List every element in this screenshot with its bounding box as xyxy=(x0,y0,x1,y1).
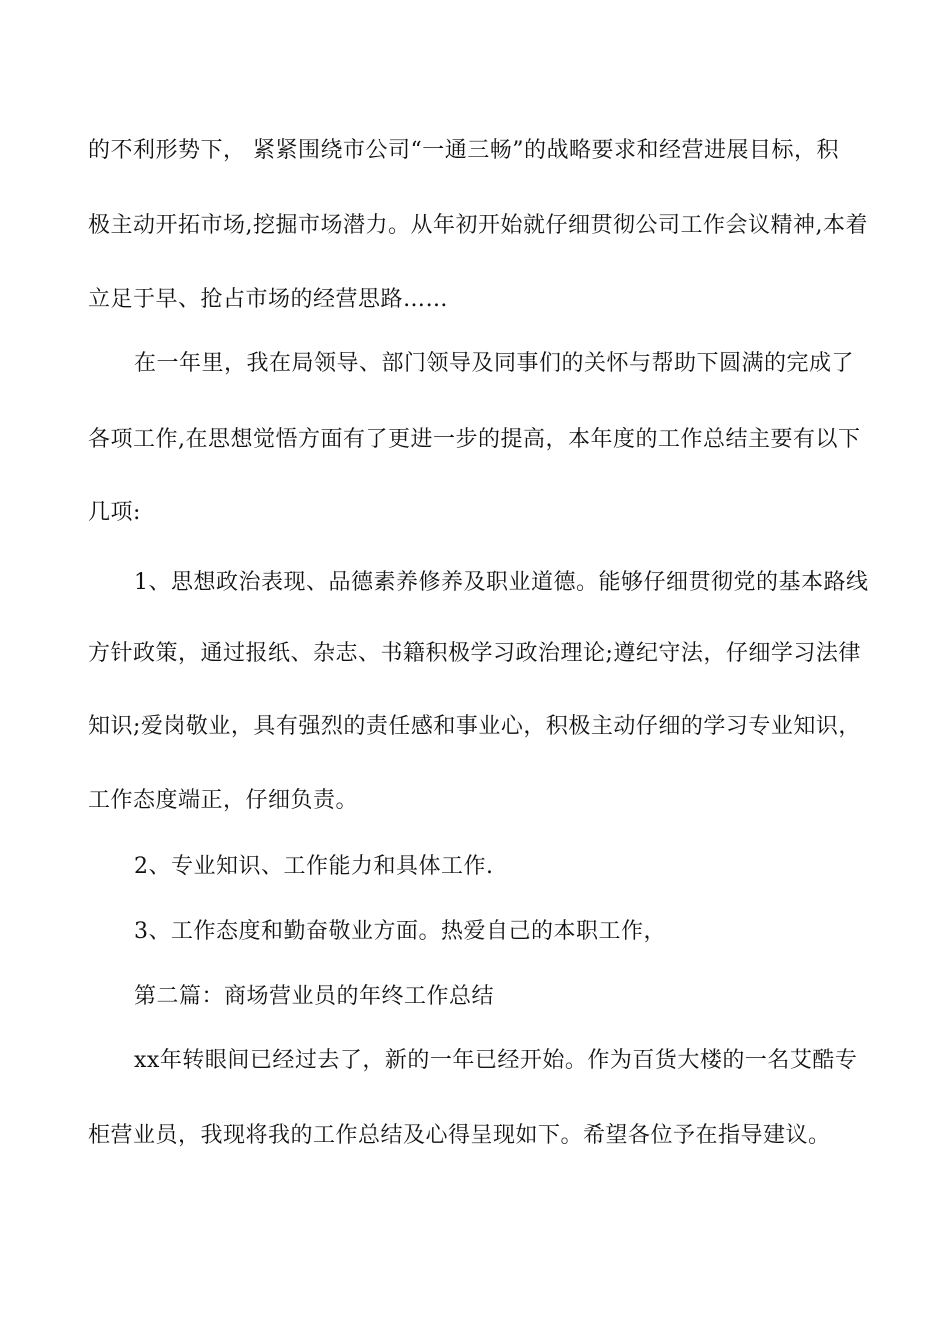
text-line: 柜营业员，我现将我的工作总结及心得呈现如下。希望各位予在指导建议。 xyxy=(88,1123,831,1148)
list-item-3-line: 3、工作态度和勤奋敬业方面。热爱自己的本职工作， xyxy=(134,919,666,944)
text-line: 的不利形势下， 紧紧围绕市公司“一通三畅”的战略要求和经营进展目标，积 xyxy=(88,138,839,163)
list-item-1-line: 1、思想政治表现、品德素养修养及职业道德。能够仔细贯彻党的基本路线 xyxy=(134,570,869,595)
paragraph-start-line: xx年转眼间已经过去了，新的一年已经开始。作为百货大楼的一名艾酷专 xyxy=(134,1048,858,1073)
text-line: 立足于早、抢占市场的经营思路…… xyxy=(88,287,449,312)
text-line: 知识;爱岗敬业，具有强烈的责任感和事业心，积极主动仔细的学习专业知识， xyxy=(88,714,861,739)
text-line: 工作态度端正，仔细负责。 xyxy=(88,788,359,813)
text-line: 几项: xyxy=(88,500,141,525)
text-line: 极主动开拓市场,挖掘市场潜力。从年初开始就仔细贯彻公司工作会议精神,本着 xyxy=(88,213,868,238)
text-line: 各项工作,在思想觉悟方面有了更进一步的提高，本年度的工作总结主要有以下 xyxy=(88,427,861,452)
text-line: 方针政策，通过报纸、杂志、书籍积极学习政治理论;遵纪守法，仔细学习法律 xyxy=(88,641,861,666)
paragraph-start-line: 在一年里，我在局领导、部门领导及同事们的关怀与帮助下圆满的完成了 xyxy=(134,351,855,376)
section-heading: 第二篇：商场营业员的年终工作总结 xyxy=(134,984,495,1009)
list-item-2-line: 2、专业知识、工作能力和具体工作. xyxy=(134,854,494,879)
